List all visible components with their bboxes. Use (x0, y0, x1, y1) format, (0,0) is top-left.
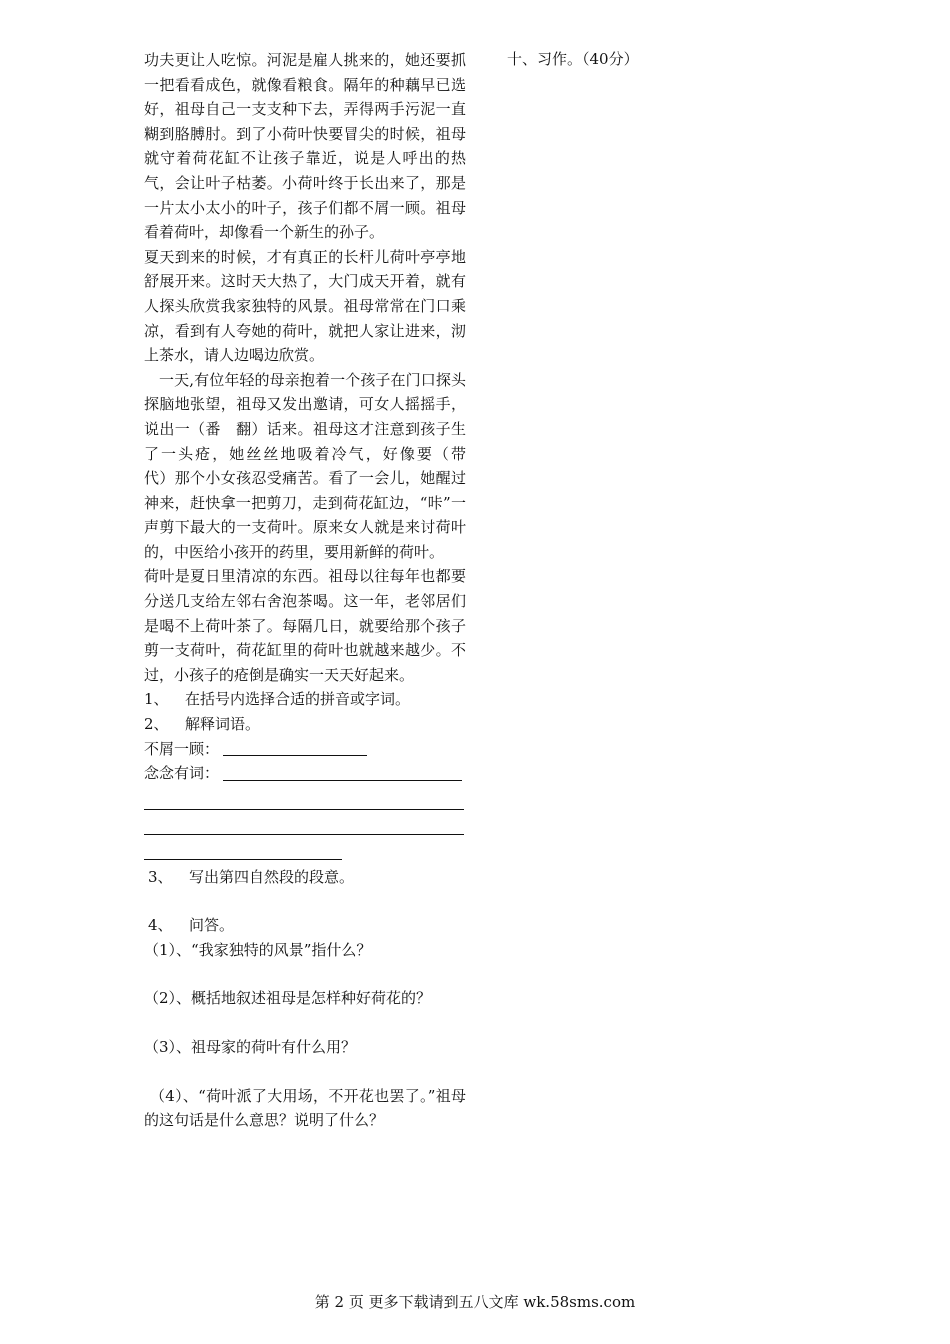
passage-paragraph-3: 一天,有位年轻的母亲抱着一个孩子在门口探头探脑地张望，祖母又发出邀请，可女人摇摇手，说出一（番 翻）话来。祖母这才注意到孩子生了一头疮，她丝丝地吸着冷气，好像要（带 代）那个小女孩忍受痛苦。看了一会儿，她醒过神来，赶快拿一把剪刀，走到荷花缸边，“咔”一声剪下最大的一支荷叶。原来女人就是来讨荷叶的，中医给小孩开的药里，要用新鲜的荷叶。 (144, 370, 482, 561)
question-text: 解释词语。 (185, 715, 261, 734)
question-text: 写出第四自然段的段意。 (189, 867, 355, 886)
term-row-2 (144, 761, 466, 786)
question-text: 在括号内选择合适的拼音或字词。 (185, 690, 411, 709)
term-label: 不屑一顾： (144, 739, 220, 758)
question-1 (144, 687, 466, 712)
section-10-heading: 十、习作。（40分） (507, 50, 639, 68)
term-row-1 (144, 737, 466, 762)
answer-line[interactable] (223, 739, 367, 756)
passage-paragraph-4: 荷叶是夏日里清凉的东西。祖母以往每年也都要分送几支给左邻右舍泡茶喝。这一年，老邻居们是喝不上荷叶茶了。每隔几日，就要给那个孩子剪一支荷叶，荷花缸里的荷叶也就越来越少。不过，小孩子的疮倒是确实一天天好起来。 (144, 567, 466, 684)
left-column (144, 48, 482, 1133)
question-number: 2、 (144, 715, 169, 734)
passage-paragraph-1: 功夫更让人吃惊。河泥是雇人挑来的，她还要抓一把看看成色，就像看粮食。隔年的种藕早已选好，祖母自己一支支种下去，弄得两手污泥一直糊到胳膊肘。到了小荷叶快要冒尖的时候，祖母就守着荷花缸不让孩子靠近，说是人呼出的热气，会让叶子枯萎。小荷叶终于长出来了，那是一片太小太小的叶子，孩子们都不屑一顾。祖母看着荷叶，却像看一个新生的孙子。 (144, 51, 466, 242)
term-label: 念念有词： (144, 764, 220, 783)
answer-line[interactable] (144, 786, 464, 811)
question-text: 问答。 (189, 916, 235, 935)
sub-question-1: （1）、“我家独特的风景”指什么？ (144, 940, 372, 959)
question-4 (144, 913, 466, 938)
answer-line[interactable] (144, 835, 342, 860)
sub-question-3: （3）、祖母家的荷叶有什么用？ (144, 1037, 357, 1056)
question-number: 3、 (148, 867, 173, 886)
question-number: 1、 (144, 690, 169, 709)
answer-line[interactable] (223, 764, 462, 781)
question-2 (144, 712, 466, 737)
sub-question-4: （4）、“荷叶派了大用场，不开花也罢了。”祖母的这句话是什么意思？说明了什么？ (144, 1086, 466, 1130)
page-footer: 第 2 页 更多下载请到五八文库 wk.58sms.com (314, 1293, 636, 1311)
question-3 (144, 865, 466, 890)
sub-question-2: （2）、概括地叙述祖母是怎样种好荷花的？ (144, 989, 432, 1008)
question-number: 4、 (148, 916, 173, 935)
passage-paragraph-2: 夏天到来的时候，才有真正的长杆儿荷叶亭亭地舒展开来。这时天大热了，大门成天开着，就有人探头欣赏我家独特的风景。祖母常常在门口乘凉，看到有人夸她的荷叶，就把人家让进来，沏上茶水，请人边喝边欣赏。 (144, 247, 466, 365)
answer-line[interactable] (144, 810, 464, 835)
